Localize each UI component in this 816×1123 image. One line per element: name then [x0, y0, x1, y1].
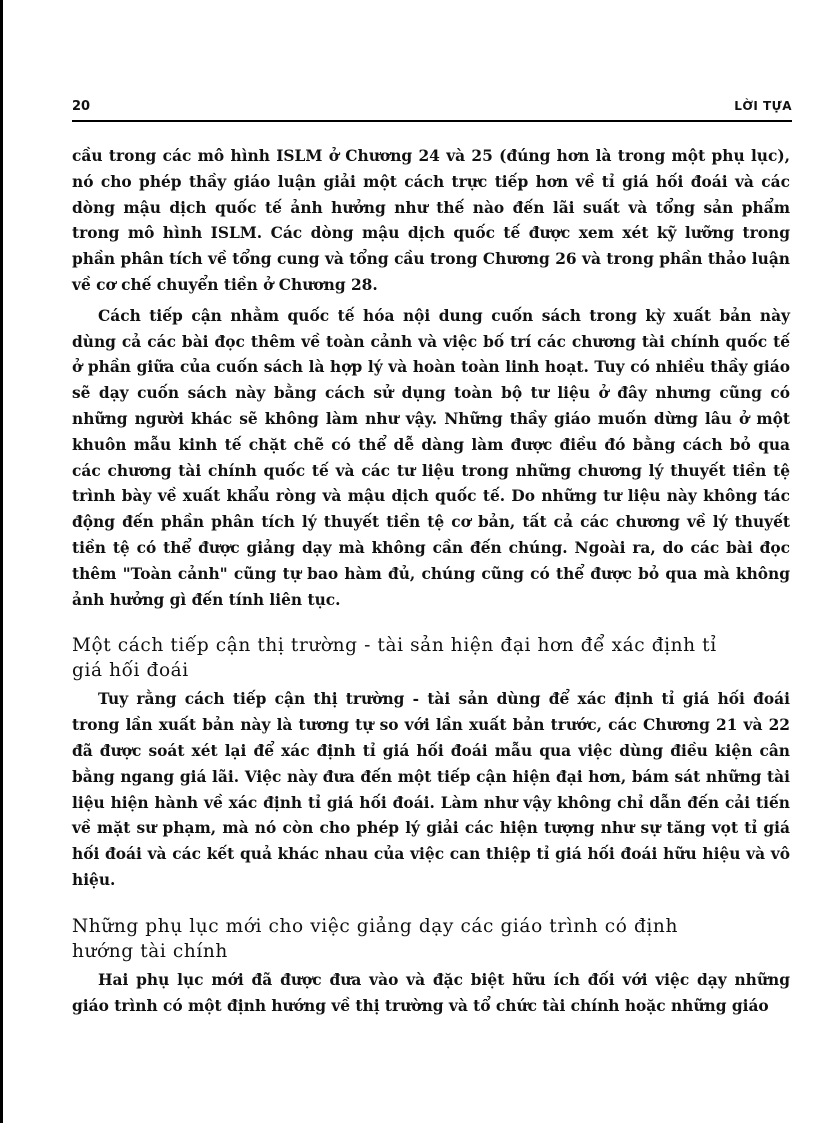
paragraph-2: Cách tiếp cận nhằm quốc tế hóa nội dung cuốn sách trong kỳ xuất bản này dùng cả các bài đọc thêm về toàn cảnh và việc bố trí các chương tài chính quốc tế ở phần giữa của cuốn sách là hợp lý và hoàn toàn linh hoạt. Tuy có nhiều thầy giáo sẽ dạy cuốn sách này bằng cách sử dụng toàn bộ tư liệu ở đây nhưng cũng có những người khác sẽ không làm như vậy. Những thầy giáo muốn dừng lâu ở một khuôn mẫu kinh tế chặt chẽ có thể dễ dàng làm được điều đó bằng cách bỏ qua các chương tài chính quốc tế và các tư liệu trong những chương lý thuyết tiền tệ trình bày về xuất khẩu ròng và mậu dịch quốc tế. Do những tư liệu này không tác động đến phần phân tích lý thuyết tiền tệ cơ bản, tất cả các chương về lý thuyết tiền tệ có thể được giảng dạy mà không cần đến chúng. Ngoài ra, do các bài đọc thêm "Toàn cảnh" cũng tự bao hàm đủ, chúng cũng có thể được bỏ qua mà không ảnh hưởng gì đến tính liên tục.	[72, 306, 790, 609]
scan-left-edge	[0, 0, 3, 1123]
section-heading-2: Những phụ lục mới cho việc giảng dạy các giáo trình có định hướng tài chính	[72, 915, 678, 962]
page-number: 20	[72, 99, 91, 114]
paragraph-1: cầu trong các mô hình ISLM ở Chương 24 và 25 (đúng hơn là trong một phụ lục), nó cho phép thầy giáo luận giải một cách trực tiếp hơn về tỉ giá hối đoái và các dòng mậu dịch quốc tế ảnh hưởng như thế nào đến lãi suất và tổng sản phẩm trong mô hình ISLM. Các dòng mậu dịch quốc tế được xem xét kỹ lưỡng trong phần phân tích về tổng cung và tổng cầu trong Chương 26 và trong phần thảo luận về cơ chế chuyển tiền ở Chương 28.	[72, 147, 790, 294]
section-heading-1: Một cách tiếp cận thị trường - tài sản hiện đại hơn để xác định tỉ giá hối đoái	[72, 635, 717, 682]
page-header	[72, 96, 792, 124]
paragraph-3: Tuy rằng cách tiếp cận thị trường - tài sản dùng để xác định tỉ giá hối đoái trong lần xuất bản này là tương tự so với lần xuất bản trước, các Chương 21 và 22 đã được soát xét lại để xác định tỉ giá hối đoái mẫu qua việc dùng điều kiện cân bằng ngang giá lãi. Việc này đưa đến một tiếp cận hiện đại hơn, bám sát những tài liệu hiện hành về xác định tỉ giá hối đoái. Làm như vậy không chỉ dẫn đến cải tiến về mặt sư phạm, mà nó còn cho phép lý giải các hiện tượng như sự tăng vọt tỉ giá hối đoái và các kết quả khác nhau của việc can thiệp tỉ giá hối đoái hữu hiệu và vô hiệu.	[72, 690, 790, 889]
paragraph-4: Hai phụ lục mới đã được đưa vào và đặc biệt hữu ích đối với việc dạy những giáo trình có một định hướng về thị trường và tổ chức tài chính hoặc những giáo	[72, 970, 790, 1015]
running-head: LỜI TỰA	[734, 99, 792, 113]
page-body	[72, 144, 790, 1019]
header-rule	[72, 120, 792, 122]
